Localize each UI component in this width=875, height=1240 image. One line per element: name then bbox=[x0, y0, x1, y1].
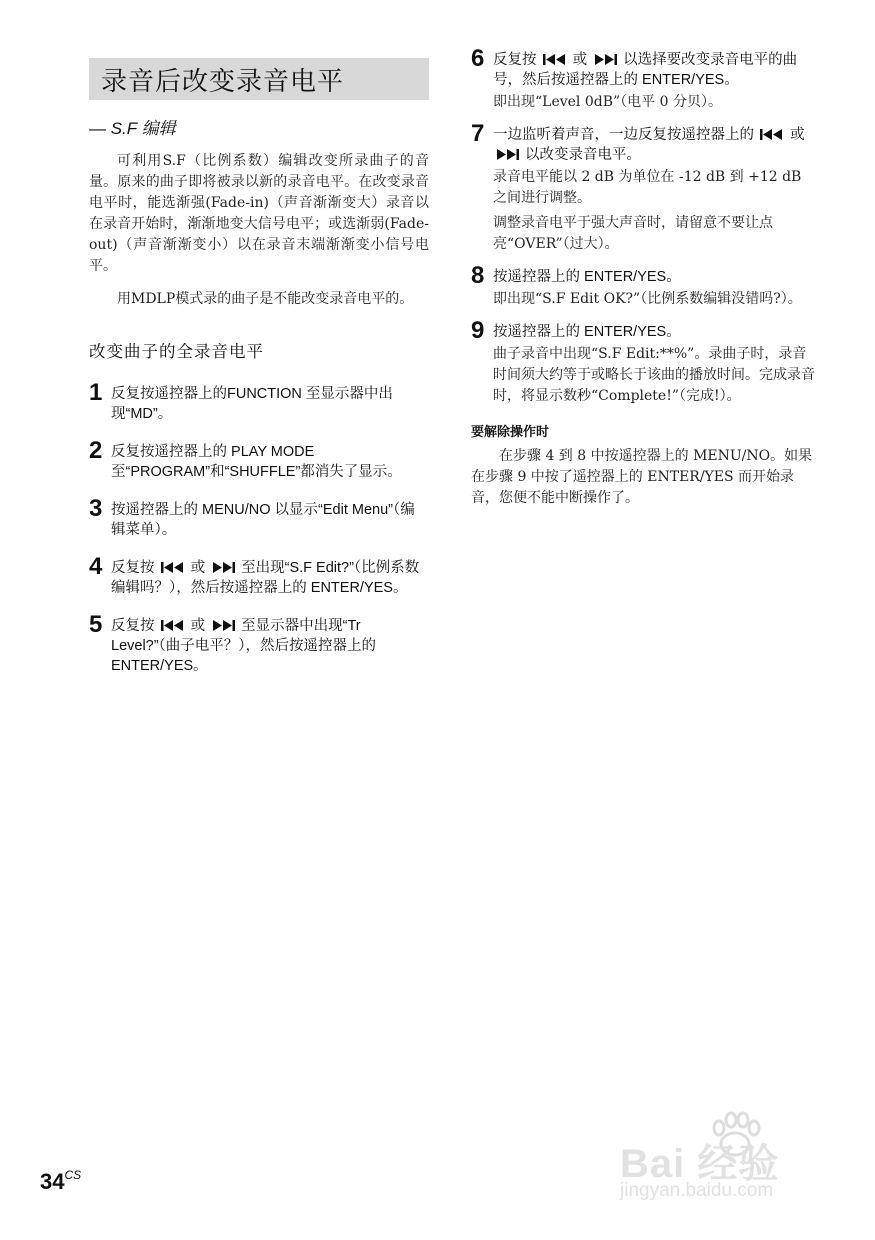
page-title: 录音后改变录音电平 bbox=[101, 66, 345, 97]
left-column bbox=[89, 58, 429, 676]
step-note: 调整录音电平于强大声音时，请留意不要让点亮“OVER”（过大）。 bbox=[493, 215, 773, 252]
page-number bbox=[40, 1168, 81, 1195]
skip-next-icon bbox=[211, 562, 235, 573]
step-number: 8 bbox=[471, 262, 485, 289]
skip-previous-icon bbox=[161, 620, 185, 631]
step-number: 7 bbox=[471, 120, 485, 147]
step-text-post: 至出现“S.F Edit?”（比例系数编辑吗？），然后按遥控器上的 ENTER/YES。 bbox=[111, 560, 420, 596]
step-number: 6 bbox=[471, 45, 485, 72]
skip-previous-icon bbox=[760, 129, 784, 140]
step-instruction: 反复按遥控器上的 PLAY MODE 至“PROGRAM”和“SHUFFLE”都消失了显示。 bbox=[111, 444, 402, 480]
step-instruction: 按遥控器上的 ENTER/YES。 bbox=[493, 324, 681, 340]
step-instruction bbox=[493, 50, 816, 90]
page-number-value: 34 bbox=[40, 1169, 65, 1194]
step-text-post: 以改变录音电平。 bbox=[525, 147, 642, 163]
section-heading: 改变曲子的全录音电平 bbox=[89, 342, 264, 361]
step-description bbox=[493, 344, 816, 407]
page-number-suffix: CS bbox=[64, 1168, 82, 1182]
step-number: 9 bbox=[471, 317, 485, 344]
right-column bbox=[471, 45, 816, 509]
step-text-post: 以选择要改变录音电平的曲号，然后按遥控器上的 ENTER/YES。 bbox=[493, 52, 798, 88]
skip-next-icon bbox=[593, 54, 617, 65]
step-text-mid: 或 bbox=[190, 560, 206, 576]
step-instruction bbox=[111, 558, 429, 598]
step-instruction: 按遥控器上的 MENU/NO 以显示“Edit Menu”（编辑菜单）。 bbox=[111, 502, 415, 538]
step-note: 录音电平能以 2 dB 为单位在 -12 dB 到 +12 dB 之间进行调整。 bbox=[493, 169, 802, 206]
step-description bbox=[493, 92, 816, 113]
step-4 bbox=[89, 553, 429, 598]
step-number: 5 bbox=[89, 611, 103, 638]
step-text-pre: 一边监听着声音，一边反复按遥控器上的 bbox=[493, 127, 754, 143]
step-text-pre: 反复按 bbox=[493, 52, 537, 68]
step-3 bbox=[89, 495, 429, 540]
step-number: 1 bbox=[89, 379, 103, 406]
step-6 bbox=[471, 45, 816, 113]
step-note: 曲子录音中出现“S.F Edit:**%”。录曲子时，录音时间须大约等于或略长于该曲的播放时间。完成录音时，将显示数秒“Complete!”（完成!）。 bbox=[493, 346, 815, 404]
step-text-pre: 反复按 bbox=[111, 618, 155, 634]
step-instruction bbox=[111, 616, 429, 676]
intro-paragraph-2: 用MDLP模式录的曲子是不能改变录音电平的。 bbox=[117, 291, 414, 307]
step-instruction: 按遥控器上的 ENTER/YES。 bbox=[493, 269, 681, 285]
step-note: 即出现“Level 0dB”（电平 0 分贝）。 bbox=[493, 94, 722, 110]
step-9 bbox=[471, 317, 816, 407]
step-8 bbox=[471, 262, 816, 310]
subtitle: — S.F 编辑 bbox=[89, 119, 176, 138]
skip-next-icon bbox=[211, 620, 235, 631]
step-7 bbox=[471, 120, 816, 255]
step-description bbox=[493, 289, 816, 310]
page-title-box bbox=[89, 58, 429, 100]
step-number: 3 bbox=[89, 495, 103, 522]
step-text-pre: 反复按 bbox=[111, 560, 155, 576]
cancel-heading: 要解除操作时 bbox=[471, 425, 550, 440]
skip-next-icon bbox=[495, 149, 519, 160]
step-5 bbox=[89, 611, 429, 676]
watermark-logo-text: Bai 经验 bbox=[620, 1142, 780, 1186]
step-text-mid: 或 bbox=[572, 52, 588, 68]
step-number: 2 bbox=[89, 437, 103, 464]
baidu-watermark bbox=[620, 1110, 840, 1210]
step-number: 4 bbox=[89, 553, 103, 580]
cancel-body: 在步骤 4 到 8 中按遥控器上的 MENU/NO。如果在步骤 9 中按了遥控器上的 ENTER/YES 而开始录音，您便不能中断操作了。 bbox=[471, 448, 813, 506]
step-2 bbox=[89, 437, 429, 482]
step-note: 即出现“S.F Edit OK?”（比例系数编辑没错吗?）。 bbox=[493, 291, 802, 307]
step-1 bbox=[89, 379, 429, 424]
step-description bbox=[493, 167, 816, 255]
skip-previous-icon bbox=[161, 562, 185, 573]
intro-paragraph-1: 可利用S.F（比例系数）编辑改变所录曲子的音量。原来的曲子即将被录以新的录音电平。在改变录音电平时，能选渐强(Fade-in)（声音渐渐变大）录音以在录音开始时，渐渐地变大信号电平；或选渐弱(Fade-out)（声音渐渐变小）以在录音末端渐渐变小信号电平。 bbox=[89, 153, 429, 274]
skip-previous-icon bbox=[543, 54, 567, 65]
step-text-mid: 或 bbox=[190, 618, 206, 634]
step-instruction: 反复按遥控器上的FUNCTION 至显示器中出现“MD”。 bbox=[111, 386, 393, 422]
watermark-url: jingyan.baidu.com bbox=[620, 1180, 774, 1201]
step-text-post: 至显示器中出现“Tr Level?”（曲子电平？），然后按遥控器上的 ENTER/YES。 bbox=[111, 618, 377, 674]
step-text-mid: 或 bbox=[790, 127, 805, 143]
step-instruction bbox=[493, 125, 816, 165]
